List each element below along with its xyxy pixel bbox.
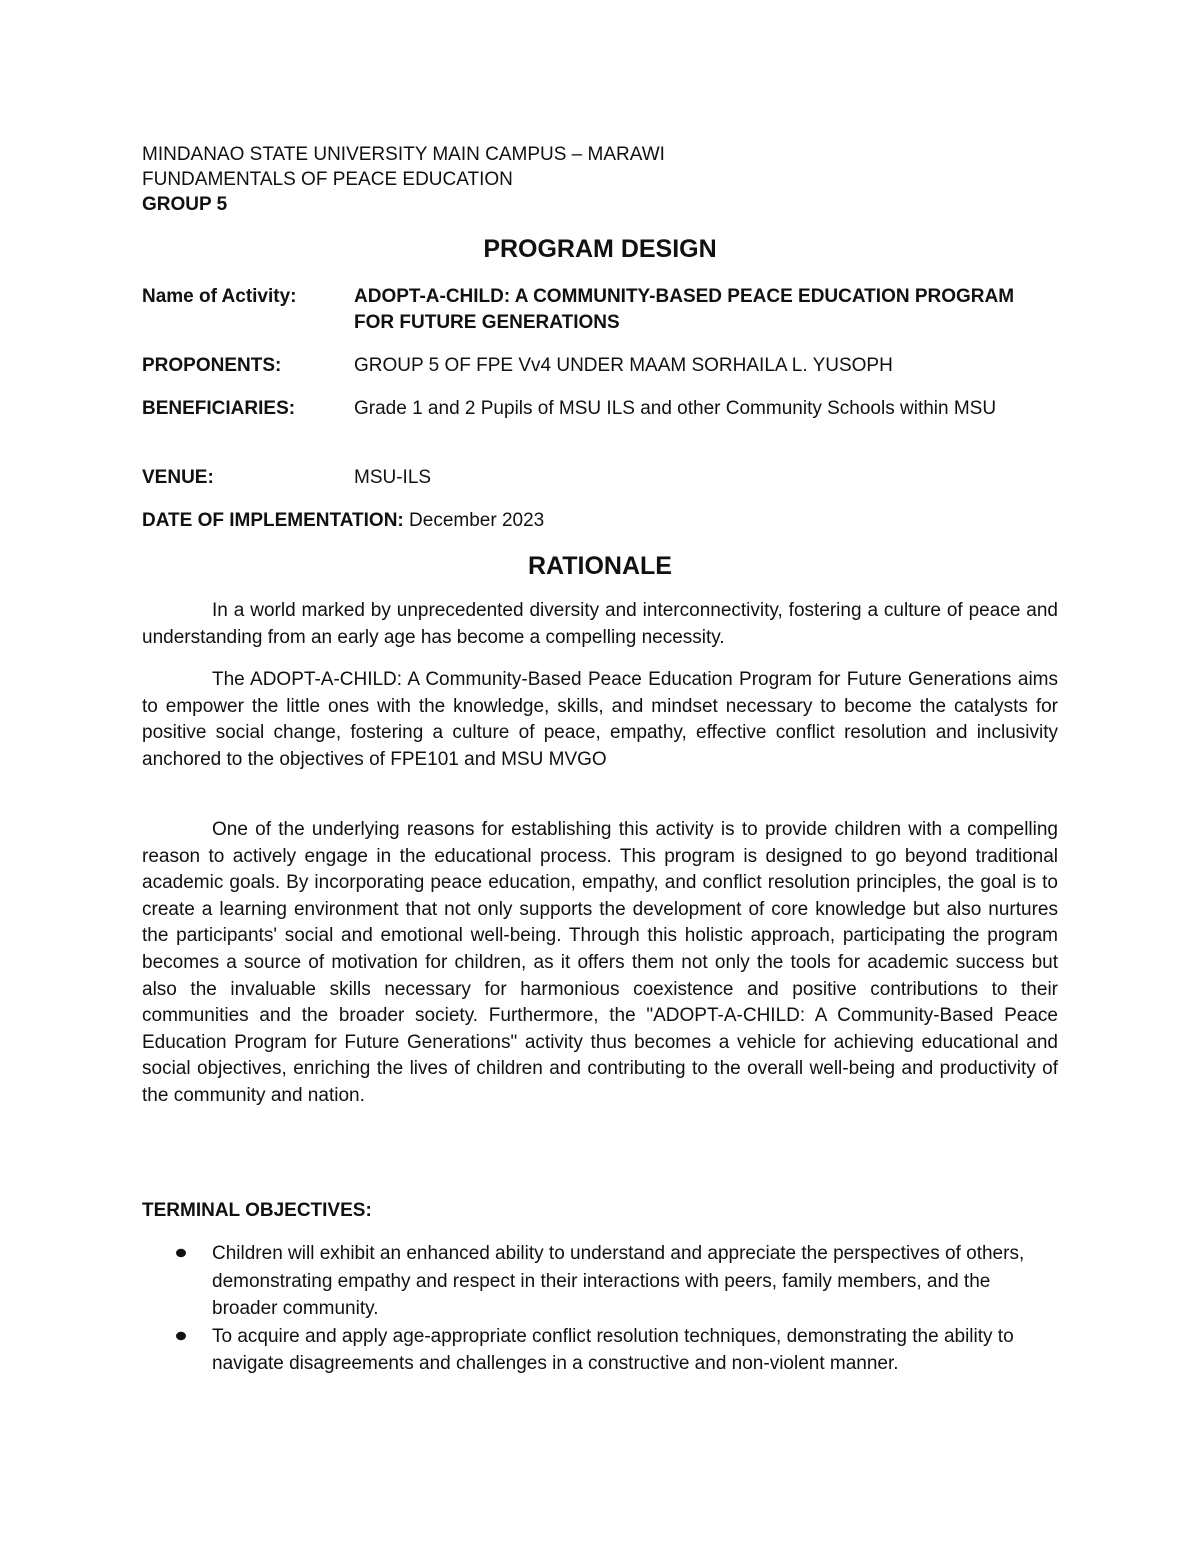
- date-label: DATE OF IMPLEMENTATION:: [142, 510, 404, 531]
- beneficiaries-label: BENEFICIARIES:: [142, 398, 296, 419]
- beneficiaries-value: Grade 1 and 2 Pupils of MSU ILS and other Community Schools within MSU: [354, 398, 997, 419]
- bullet-icon: [176, 1331, 186, 1340]
- list-item: [142, 1240, 1058, 1323]
- activity-value: ADOPT-A-CHILD: A COMMUNITY-BASED PEACE EDUCATION PROGRAM FOR FUTURE GENERATIONS: [354, 286, 1015, 333]
- activity-label: Name of Activity:: [142, 286, 297, 307]
- date-value: December 2023: [403, 510, 545, 531]
- rationale-heading: RATIONALE: [528, 552, 672, 580]
- bullet-icon: [176, 1249, 186, 1258]
- group-name: GROUP 5: [142, 194, 228, 215]
- proponents-label: PROPONENTS:: [142, 355, 282, 376]
- program-design-title: PROGRAM DESIGN: [483, 235, 717, 263]
- terminal-objectives-heading: TERMINAL OBJECTIVES:: [142, 1200, 372, 1221]
- venue-value: MSU-ILS: [354, 467, 432, 488]
- list-item: [142, 1323, 1058, 1378]
- objective-text: Children will exhibit an enhanced ability to understand and appreciate the perspectives of others, demonstrating empathy and respect in their interactions with peers, family members, and the broader community.: [212, 1243, 1025, 1319]
- rationale-paragraph-3: One of the underlying reasons for establishing this activity is to provide children with a compelling reason to actively engage in the educational process. This program is designed to go beyond traditional academic goals. By incorporating peace education, empathy, and conflict resolution principles, the goal is to create a learning environment that not only supports the development of core knowledge but also nurtures the participants' social and emotional well-being. Through this holistic approach, participating the program becomes a source of motivation for children, as it offers them not only the tools for academic success but also the invaluable skills necessary for harmonious coexistence and positive contributions to their communities and the broader society. Furthermore, the "ADOPT-A-CHILD: A Community-Based Peace Education Program for Future Generations" activity thus becomes a vehicle for achieving educational and social objectives, enriching the lives of children and contributing to the overall well-being and productivity of the community and nation.: [142, 819, 1058, 1106]
- objective-text: To acquire and apply age-appropriate conflict resolution techniques, demonstrating the ability to navigate disagreements and challenges in a constructive and non-violent manner.: [212, 1325, 1014, 1374]
- rationale-paragraph-1: In a world marked by unprecedented diversity and interconnectivity, fostering a culture of peace and understanding from an early age has become a compelling necessity.: [142, 600, 1058, 648]
- proponents-value: GROUP 5 OF FPE Vv4 UNDER MAAM SORHAILA L. YUSOPH: [354, 355, 893, 376]
- terminal-objectives-list: [142, 1240, 1058, 1378]
- rationale-paragraph-2: The ADOPT-A-CHILD: A Community-Based Peace Education Program for Future Generations aims to empower the little ones with the knowledge, skills, and mindset necessary to become the catalysts for positive social change, fostering a culture of peace, empathy, effective conflict resolution and inclusivity anchored to the objectives of FPE101 and MSU MVGO: [142, 669, 1058, 770]
- course-name: FUNDAMENTALS OF PEACE EDUCATION: [142, 169, 513, 190]
- venue-label: VENUE:: [142, 467, 214, 488]
- university-name: MINDANAO STATE UNIVERSITY MAIN CAMPUS – MARAWI: [142, 144, 665, 165]
- date-of-implementation: [142, 508, 544, 534]
